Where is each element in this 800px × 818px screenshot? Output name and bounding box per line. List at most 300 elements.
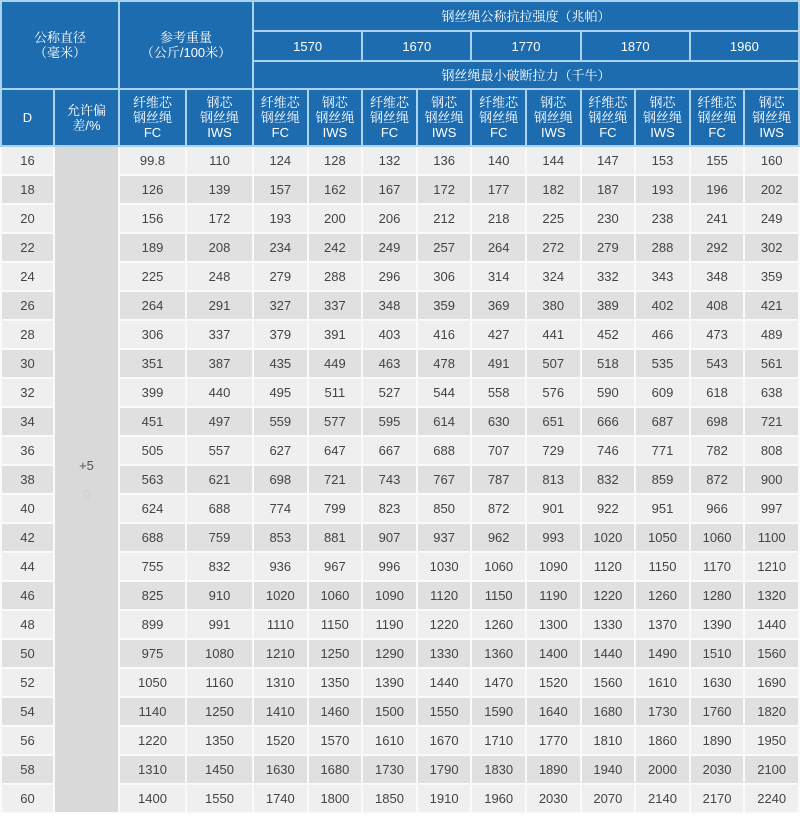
value-cell: 264	[119, 291, 186, 320]
value-cell: 1260	[471, 610, 526, 639]
table-row	[1, 407, 799, 436]
value-cell: 1550	[417, 697, 472, 726]
value-cell: 527	[362, 378, 417, 407]
value-cell: 1520	[253, 726, 308, 755]
value-cell: 558	[471, 378, 526, 407]
table-row	[1, 349, 799, 378]
value-cell: 823	[362, 494, 417, 523]
value-cell: 2170	[690, 784, 745, 813]
value-cell: 1710	[471, 726, 526, 755]
value-cell: 1510	[690, 639, 745, 668]
value-cell: 1910	[417, 784, 472, 813]
value-cell: 463	[362, 349, 417, 378]
value-cell: 348	[362, 291, 417, 320]
value-cell: 590	[581, 378, 636, 407]
value-cell: 1520	[526, 668, 581, 697]
value-cell: 249	[362, 233, 417, 262]
value-cell: 638	[744, 378, 799, 407]
value-cell: 408	[690, 291, 745, 320]
value-cell: 1150	[471, 581, 526, 610]
value-cell: 899	[119, 610, 186, 639]
value-cell: 967	[308, 552, 363, 581]
value-cell: 975	[119, 639, 186, 668]
value-cell: 511	[308, 378, 363, 407]
tolerance-lower: 0	[82, 486, 91, 502]
value-cell: 576	[526, 378, 581, 407]
value-cell: 707	[471, 436, 526, 465]
fc-header: 纤维芯 钢丝绳 FC	[581, 89, 636, 146]
value-cell: 1220	[119, 726, 186, 755]
value-cell: 936	[253, 552, 308, 581]
value-cell: 951	[635, 494, 690, 523]
value-cell: 136	[417, 146, 472, 175]
value-cell: 160	[744, 146, 799, 175]
value-cell: 825	[119, 581, 186, 610]
value-cell: 1310	[253, 668, 308, 697]
value-cell: 359	[744, 262, 799, 291]
diameter-cell: 28	[1, 320, 54, 349]
value-cell: 124	[253, 146, 308, 175]
value-cell: 543	[690, 349, 745, 378]
value-cell: 1460	[308, 697, 363, 726]
table-row	[1, 784, 799, 813]
value-cell: 1150	[635, 552, 690, 581]
value-cell: 1250	[186, 697, 253, 726]
value-cell: 1500	[362, 697, 417, 726]
diameter-cell: 36	[1, 436, 54, 465]
value-cell: 910	[186, 581, 253, 610]
value-cell: 614	[417, 407, 472, 436]
table-row	[1, 378, 799, 407]
diameter-cell: 54	[1, 697, 54, 726]
value-cell: 248	[186, 262, 253, 291]
value-cell: 1020	[253, 581, 308, 610]
grade-header: 1670	[362, 31, 471, 61]
value-cell: 452	[581, 320, 636, 349]
value-cell: 497	[186, 407, 253, 436]
value-cell: 1120	[581, 552, 636, 581]
diameter-cell: 16	[1, 146, 54, 175]
value-cell: 808	[744, 436, 799, 465]
value-cell: 1950	[744, 726, 799, 755]
value-cell: 1360	[471, 639, 526, 668]
value-cell: 1330	[417, 639, 472, 668]
value-cell: 698	[253, 465, 308, 494]
value-cell: 1560	[744, 639, 799, 668]
value-cell: 832	[186, 552, 253, 581]
diameter-cell: 24	[1, 262, 54, 291]
value-cell: 1830	[471, 755, 526, 784]
value-cell: 348	[690, 262, 745, 291]
value-cell: 621	[186, 465, 253, 494]
value-cell: 218	[471, 204, 526, 233]
value-cell: 1820	[744, 697, 799, 726]
value-cell: 249	[744, 204, 799, 233]
value-cell: 595	[362, 407, 417, 436]
value-cell: 1860	[635, 726, 690, 755]
value-cell: 1090	[526, 552, 581, 581]
value-cell: 99.8	[119, 146, 186, 175]
value-cell: 1320	[744, 581, 799, 610]
value-cell: 698	[690, 407, 745, 436]
table-row	[1, 726, 799, 755]
value-cell: 306	[417, 262, 472, 291]
value-cell: 557	[186, 436, 253, 465]
diameter-cell: 60	[1, 784, 54, 813]
fc-header: 纤维芯 钢丝绳 FC	[253, 89, 308, 146]
grade-header: 1960	[690, 31, 799, 61]
value-cell: 332	[581, 262, 636, 291]
value-cell: 1330	[581, 610, 636, 639]
value-cell: 1300	[526, 610, 581, 639]
iws-header: 钢芯 钢丝绳 IWS	[635, 89, 690, 146]
value-cell: 1170	[690, 552, 745, 581]
value-cell: 1490	[635, 639, 690, 668]
value-cell: 1560	[581, 668, 636, 697]
value-cell: 1590	[471, 697, 526, 726]
value-cell: 771	[635, 436, 690, 465]
value-cell: 144	[526, 146, 581, 175]
value-cell: 351	[119, 349, 186, 378]
value-cell: 241	[690, 204, 745, 233]
value-cell: 1610	[362, 726, 417, 755]
value-cell: 2000	[635, 755, 690, 784]
table-row	[1, 465, 799, 494]
value-cell: 1800	[308, 784, 363, 813]
table-row	[1, 494, 799, 523]
value-cell: 440	[186, 378, 253, 407]
value-cell: 1140	[119, 697, 186, 726]
value-cell: 767	[417, 465, 472, 494]
value-cell: 544	[417, 378, 472, 407]
value-cell: 177	[471, 175, 526, 204]
value-cell: 507	[526, 349, 581, 378]
value-cell: 907	[362, 523, 417, 552]
value-cell: 314	[471, 262, 526, 291]
value-cell: 1120	[417, 581, 472, 610]
value-cell: 1100	[744, 523, 799, 552]
tolerance-cell	[54, 146, 119, 813]
value-cell: 157	[253, 175, 308, 204]
table-row	[1, 146, 799, 175]
value-cell: 182	[526, 175, 581, 204]
value-cell: 1150	[308, 610, 363, 639]
value-cell: 369	[471, 291, 526, 320]
diameter-cell: 56	[1, 726, 54, 755]
value-cell: 535	[635, 349, 690, 378]
value-cell: 1210	[744, 552, 799, 581]
value-cell: 337	[308, 291, 363, 320]
value-cell: 156	[119, 204, 186, 233]
value-cell: 379	[253, 320, 308, 349]
value-cell: 688	[186, 494, 253, 523]
strength-header: 钢丝绳公称抗拉强度（兆帕）	[253, 1, 799, 31]
value-cell: 288	[635, 233, 690, 262]
value-cell: 1370	[635, 610, 690, 639]
value-cell: 1790	[417, 755, 472, 784]
value-cell: 416	[417, 320, 472, 349]
value-cell: 627	[253, 436, 308, 465]
value-cell: 1400	[526, 639, 581, 668]
value-cell: 264	[471, 233, 526, 262]
value-cell: 1570	[308, 726, 363, 755]
value-cell: 225	[526, 204, 581, 233]
value-cell: 234	[253, 233, 308, 262]
value-cell: 279	[581, 233, 636, 262]
value-cell: 153	[635, 146, 690, 175]
value-cell: 132	[362, 146, 417, 175]
value-cell: 901	[526, 494, 581, 523]
weight-header	[119, 1, 253, 89]
value-cell: 402	[635, 291, 690, 320]
value-cell: 296	[362, 262, 417, 291]
value-cell: 140	[471, 146, 526, 175]
value-cell: 279	[253, 262, 308, 291]
value-cell: 1610	[635, 668, 690, 697]
value-cell: 230	[581, 204, 636, 233]
value-cell: 324	[526, 262, 581, 291]
tolerance-header: 允许偏差/%	[54, 89, 119, 146]
value-cell: 343	[635, 262, 690, 291]
iws-header: 钢芯 钢丝绳 IWS	[186, 89, 253, 146]
value-cell: 302	[744, 233, 799, 262]
value-cell: 155	[690, 146, 745, 175]
value-cell: 1410	[253, 697, 308, 726]
value-cell: 110	[186, 146, 253, 175]
value-cell: 1220	[417, 610, 472, 639]
value-cell: 387	[186, 349, 253, 378]
value-cell: 2100	[744, 755, 799, 784]
value-cell: 746	[581, 436, 636, 465]
value-cell: 1390	[690, 610, 745, 639]
table-row	[1, 697, 799, 726]
value-cell: 630	[471, 407, 526, 436]
value-cell: 922	[581, 494, 636, 523]
value-cell: 647	[308, 436, 363, 465]
value-cell: 688	[417, 436, 472, 465]
value-cell: 624	[119, 494, 186, 523]
value-cell: 853	[253, 523, 308, 552]
table-row	[1, 175, 799, 204]
value-cell: 962	[471, 523, 526, 552]
value-cell: 2030	[526, 784, 581, 813]
value-cell: 774	[253, 494, 308, 523]
value-cell: 1890	[526, 755, 581, 784]
value-cell: 1960	[471, 784, 526, 813]
diameter-cell: 48	[1, 610, 54, 639]
grade-header: 1870	[581, 31, 690, 61]
value-cell: 306	[119, 320, 186, 349]
value-cell: 449	[308, 349, 363, 378]
diameter-cell: 42	[1, 523, 54, 552]
value-cell: 1770	[526, 726, 581, 755]
grade-header: 1570	[253, 31, 362, 61]
table-row	[1, 233, 799, 262]
table-row	[1, 552, 799, 581]
d-header: D	[1, 89, 54, 146]
value-cell: 1940	[581, 755, 636, 784]
value-cell: 489	[744, 320, 799, 349]
value-cell: 1890	[690, 726, 745, 755]
diameter-cell: 40	[1, 494, 54, 523]
value-cell: 491	[471, 349, 526, 378]
diameter-unit: （毫米）	[34, 45, 87, 60]
value-cell: 993	[526, 523, 581, 552]
value-cell: 782	[690, 436, 745, 465]
value-cell: 850	[417, 494, 472, 523]
value-cell: 799	[308, 494, 363, 523]
value-cell: 1450	[186, 755, 253, 784]
value-cell: 1390	[362, 668, 417, 697]
value-cell: 1060	[690, 523, 745, 552]
value-cell: 441	[526, 320, 581, 349]
value-cell: 1220	[581, 581, 636, 610]
value-cell: 721	[744, 407, 799, 436]
value-cell: 225	[119, 262, 186, 291]
value-cell: 518	[581, 349, 636, 378]
value-cell: 755	[119, 552, 186, 581]
value-cell: 1060	[471, 552, 526, 581]
value-cell: 1670	[417, 726, 472, 755]
value-cell: 559	[253, 407, 308, 436]
value-cell: 577	[308, 407, 363, 436]
value-cell: 399	[119, 378, 186, 407]
value-cell: 1470	[471, 668, 526, 697]
value-cell: 128	[308, 146, 363, 175]
diameter-cell: 58	[1, 755, 54, 784]
value-cell: 1290	[362, 639, 417, 668]
value-cell: 200	[308, 204, 363, 233]
diameter-cell: 22	[1, 233, 54, 262]
value-cell: 389	[581, 291, 636, 320]
value-cell: 272	[526, 233, 581, 262]
value-cell: 126	[119, 175, 186, 204]
value-cell: 651	[526, 407, 581, 436]
value-cell: 1730	[362, 755, 417, 784]
value-cell: 1160	[186, 668, 253, 697]
value-cell: 478	[417, 349, 472, 378]
value-cell: 359	[417, 291, 472, 320]
fc-header: 纤维芯 钢丝绳 FC	[119, 89, 186, 146]
value-cell: 380	[526, 291, 581, 320]
fc-header: 纤维芯 钢丝绳 FC	[471, 89, 526, 146]
value-cell: 1740	[253, 784, 308, 813]
diameter-cell: 18	[1, 175, 54, 204]
table-row	[1, 755, 799, 784]
table-row	[1, 610, 799, 639]
diameter-cell: 20	[1, 204, 54, 233]
tolerance-upper: +5	[79, 457, 94, 473]
diameter-cell: 30	[1, 349, 54, 378]
table-row	[1, 581, 799, 610]
value-cell: 1640	[526, 697, 581, 726]
value-cell: 196	[690, 175, 745, 204]
value-cell: 495	[253, 378, 308, 407]
diameter-cell: 44	[1, 552, 54, 581]
value-cell: 2240	[744, 784, 799, 813]
value-cell: 1030	[417, 552, 472, 581]
value-cell: 1350	[308, 668, 363, 697]
breaking-header: 钢丝绳最小破断拉力（千牛）	[253, 61, 799, 89]
value-cell: 292	[690, 233, 745, 262]
diameter-cell: 32	[1, 378, 54, 407]
value-cell: 1110	[253, 610, 308, 639]
value-cell: 202	[744, 175, 799, 204]
value-cell: 1350	[186, 726, 253, 755]
value-cell: 561	[744, 349, 799, 378]
fc-header: 纤维芯 钢丝绳 FC	[690, 89, 745, 146]
value-cell: 193	[635, 175, 690, 204]
weight-unit: （公斤/100米）	[140, 45, 232, 60]
value-cell: 1850	[362, 784, 417, 813]
value-cell: 1190	[526, 581, 581, 610]
diameter-cell: 34	[1, 407, 54, 436]
value-cell: 1440	[417, 668, 472, 697]
value-cell: 167	[362, 175, 417, 204]
table-row	[1, 291, 799, 320]
value-cell: 609	[635, 378, 690, 407]
value-cell: 859	[635, 465, 690, 494]
value-cell: 667	[362, 436, 417, 465]
value-cell: 257	[417, 233, 472, 262]
value-cell: 1050	[635, 523, 690, 552]
table-row	[1, 436, 799, 465]
diameter-cell: 26	[1, 291, 54, 320]
diameter-cell: 52	[1, 668, 54, 697]
value-cell: 189	[119, 233, 186, 262]
value-cell: 687	[635, 407, 690, 436]
value-cell: 1260	[635, 581, 690, 610]
value-cell: 172	[417, 175, 472, 204]
table-row	[1, 639, 799, 668]
value-cell: 997	[744, 494, 799, 523]
value-cell: 1090	[362, 581, 417, 610]
value-cell: 1250	[308, 639, 363, 668]
value-cell: 288	[308, 262, 363, 291]
iws-header: 钢芯 钢丝绳 IWS	[308, 89, 363, 146]
value-cell: 193	[253, 204, 308, 233]
value-cell: 1810	[581, 726, 636, 755]
value-cell: 1760	[690, 697, 745, 726]
value-cell: 403	[362, 320, 417, 349]
value-cell: 787	[471, 465, 526, 494]
value-cell: 451	[119, 407, 186, 436]
weight-label: 参考重量	[160, 30, 213, 45]
value-cell: 391	[308, 320, 363, 349]
value-cell: 212	[417, 204, 472, 233]
diameter-cell: 38	[1, 465, 54, 494]
value-cell: 238	[635, 204, 690, 233]
value-cell: 743	[362, 465, 417, 494]
value-cell: 2030	[690, 755, 745, 784]
value-cell: 327	[253, 291, 308, 320]
value-cell: 242	[308, 233, 363, 262]
value-cell: 147	[581, 146, 636, 175]
value-cell: 996	[362, 552, 417, 581]
value-cell: 966	[690, 494, 745, 523]
value-cell: 139	[186, 175, 253, 204]
iws-header: 钢芯 钢丝绳 IWS	[744, 89, 799, 146]
value-cell: 872	[471, 494, 526, 523]
table-row	[1, 523, 799, 552]
value-cell: 729	[526, 436, 581, 465]
value-cell: 1440	[744, 610, 799, 639]
value-cell: 1280	[690, 581, 745, 610]
iws-header: 钢芯 钢丝绳 IWS	[417, 89, 472, 146]
value-cell: 1680	[581, 697, 636, 726]
value-cell: 900	[744, 465, 799, 494]
value-cell: 421	[744, 291, 799, 320]
